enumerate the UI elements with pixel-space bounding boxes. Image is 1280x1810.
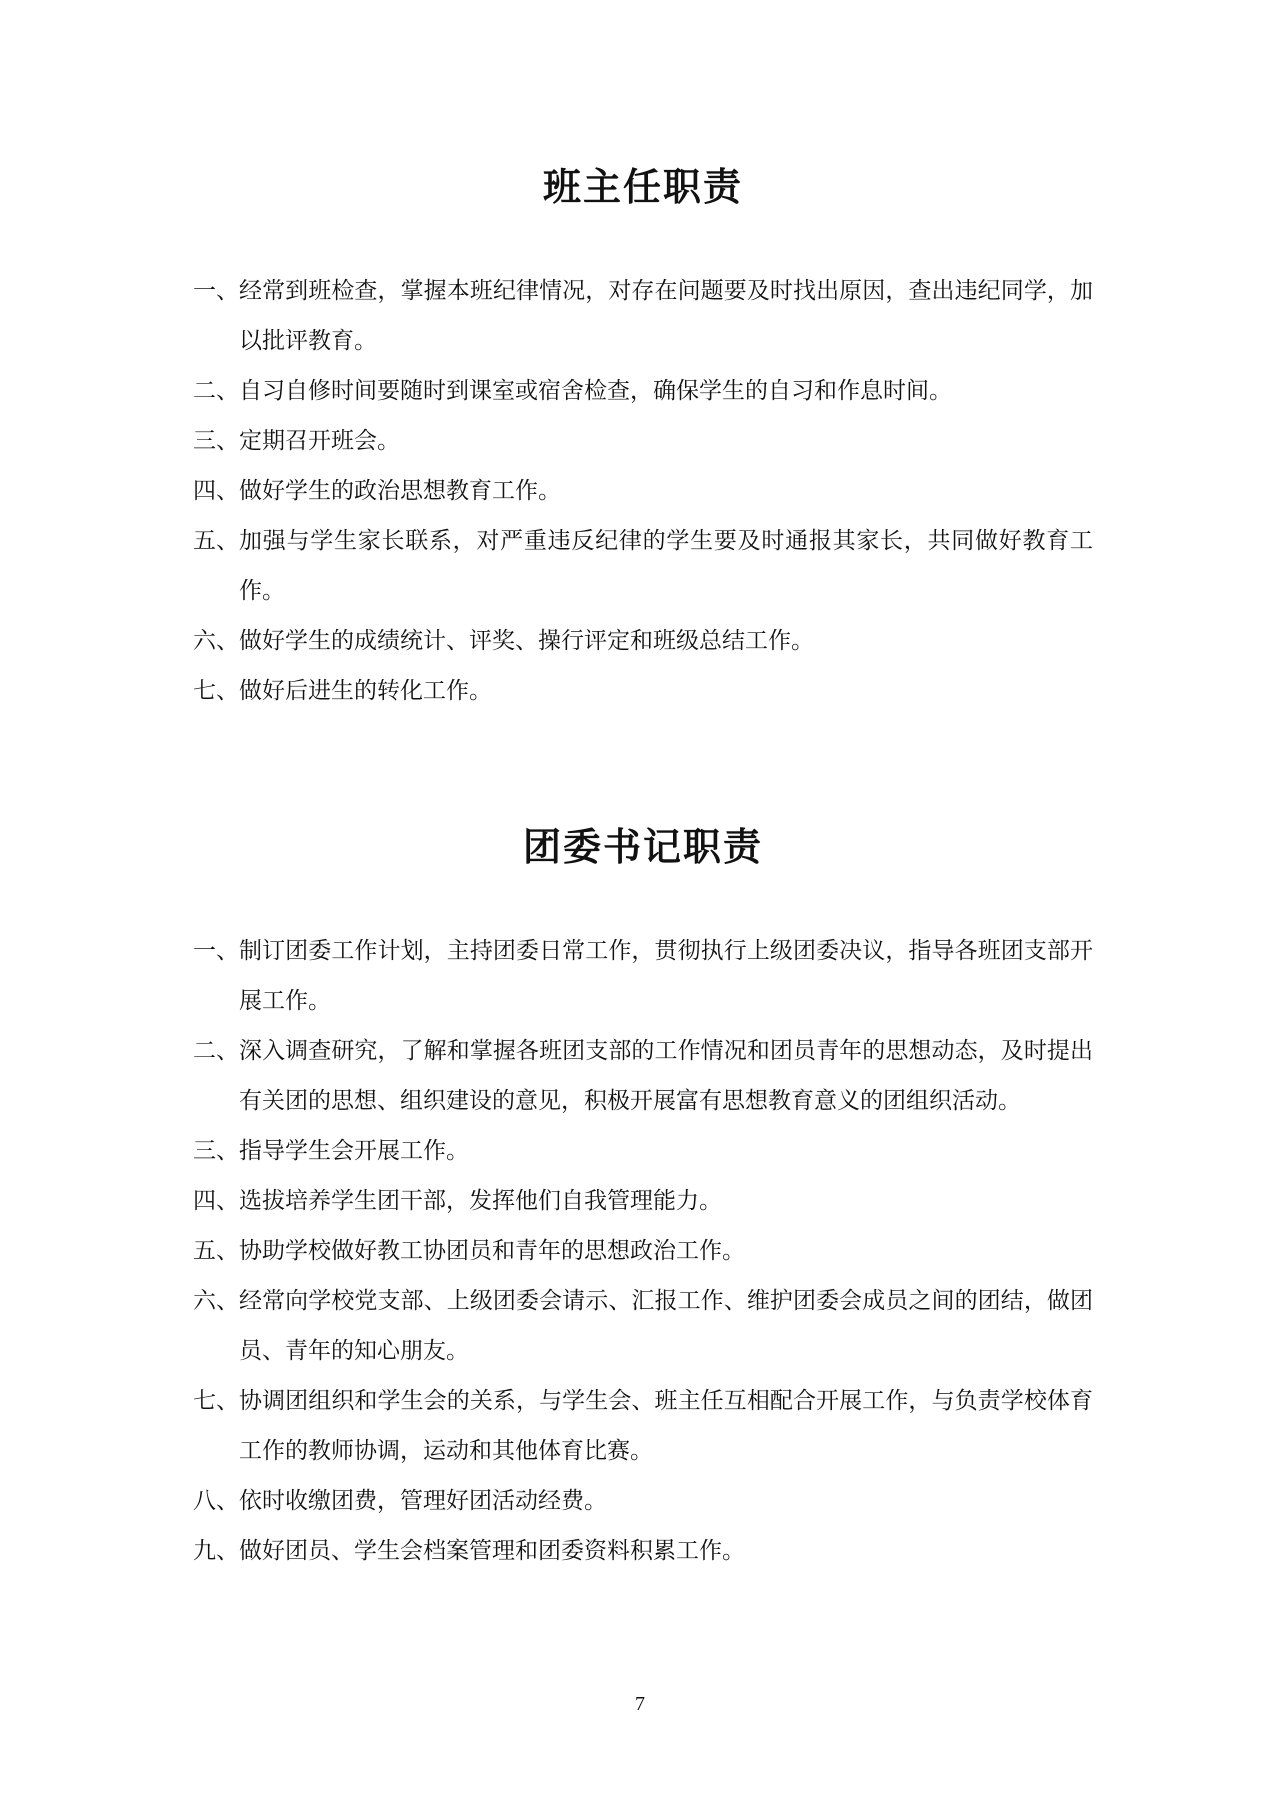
item-text: 制订团委工作计划，主持团委日常工作，贯彻执行上级团委决议，指导各班团支部开展工作。: [239, 938, 1093, 1014]
list-item: [193, 666, 1093, 716]
list-item: [193, 516, 1093, 616]
item-text: 做好学生的政治思想教育工作。: [239, 478, 561, 504]
item-text: 定期召开班会。: [239, 428, 400, 454]
list-item: [193, 1126, 1093, 1176]
item-text: 加强与学生家长联系，对严重违反纪律的学生要及时通报其家长，共同做好教育工作。: [239, 528, 1093, 604]
item-text: 经常向学校党支部、上级团委会请示、汇报工作、维护团委会成员之间的团结，做团员、青年的知心朋友。: [239, 1288, 1093, 1364]
item-text: 做好团员、学生会档案管理和团委资料积累工作。: [239, 1538, 745, 1564]
section-class-teacher-duties: [193, 160, 1093, 716]
item-number: 三、: [193, 428, 239, 454]
item-text: 自习自修时间要随时到课室或宿舍检查，确保学生的自习和作息时间。: [239, 378, 952, 404]
item-number: 四、: [193, 1188, 239, 1214]
list-item: [193, 1226, 1093, 1276]
item-number: 七、: [193, 1388, 239, 1414]
section-league-secretary-duties: [193, 820, 1093, 1576]
section-title: 团委书记职责: [522, 825, 763, 869]
duty-list: [193, 266, 1093, 716]
item-text: 协调团组织和学生会的关系，与学生会、班主任互相配合开展工作，与负责学校体育工作的教师协调，运动和其他体育比赛。: [239, 1388, 1093, 1464]
item-number: 五、: [193, 1238, 239, 1264]
list-item: [193, 1526, 1093, 1576]
duty-list: [193, 926, 1093, 1576]
list-item: [193, 616, 1093, 666]
item-number: 七、: [193, 678, 239, 704]
list-item: [193, 926, 1093, 1026]
list-item: [193, 466, 1093, 516]
item-text: 深入调查研究，了解和掌握各班团支部的工作情况和团员青年的思想动态，及时提出有关团的思想、组织建设的意见，积极开展富有思想教育意义的团组织活动。: [239, 1038, 1093, 1114]
item-text: 选拔培养学生团干部，发挥他们自我管理能力。: [239, 1188, 722, 1214]
list-item: [193, 1176, 1093, 1226]
page-number: 7: [635, 1693, 645, 1715]
list-item: [193, 1026, 1093, 1126]
item-text: 做好学生的成绩统计、评奖、操行评定和班级总结工作。: [239, 628, 814, 654]
item-number: 一、: [193, 278, 239, 304]
list-item: [193, 1476, 1093, 1526]
item-number: 二、: [193, 378, 239, 404]
item-text: 协助学校做好教工协团员和青年的思想政治工作。: [239, 1238, 745, 1264]
item-number: 五、: [193, 528, 239, 554]
item-number: 六、: [193, 628, 239, 654]
list-item: [193, 416, 1093, 466]
item-number: 九、: [193, 1538, 239, 1564]
item-number: 一、: [193, 938, 239, 964]
list-item: [193, 1376, 1093, 1476]
item-number: 四、: [193, 478, 239, 504]
item-text: 经常到班检查，掌握本班纪律情况，对存在问题要及时找出原因，查出违纪同学，加以批评教育。: [239, 278, 1093, 354]
section-title: 班主任职责: [542, 165, 743, 209]
item-number: 二、: [193, 1038, 239, 1064]
item-text: 依时收缴团费，管理好团活动经费。: [239, 1488, 607, 1514]
item-number: 六、: [193, 1288, 239, 1314]
list-item: [193, 366, 1093, 416]
item-text: 指导学生会开展工作。: [239, 1138, 469, 1164]
item-number: 三、: [193, 1138, 239, 1164]
item-text: 做好后进生的转化工作。: [239, 678, 492, 704]
list-item: [193, 266, 1093, 366]
list-item: [193, 1276, 1093, 1376]
item-number: 八、: [193, 1488, 239, 1514]
